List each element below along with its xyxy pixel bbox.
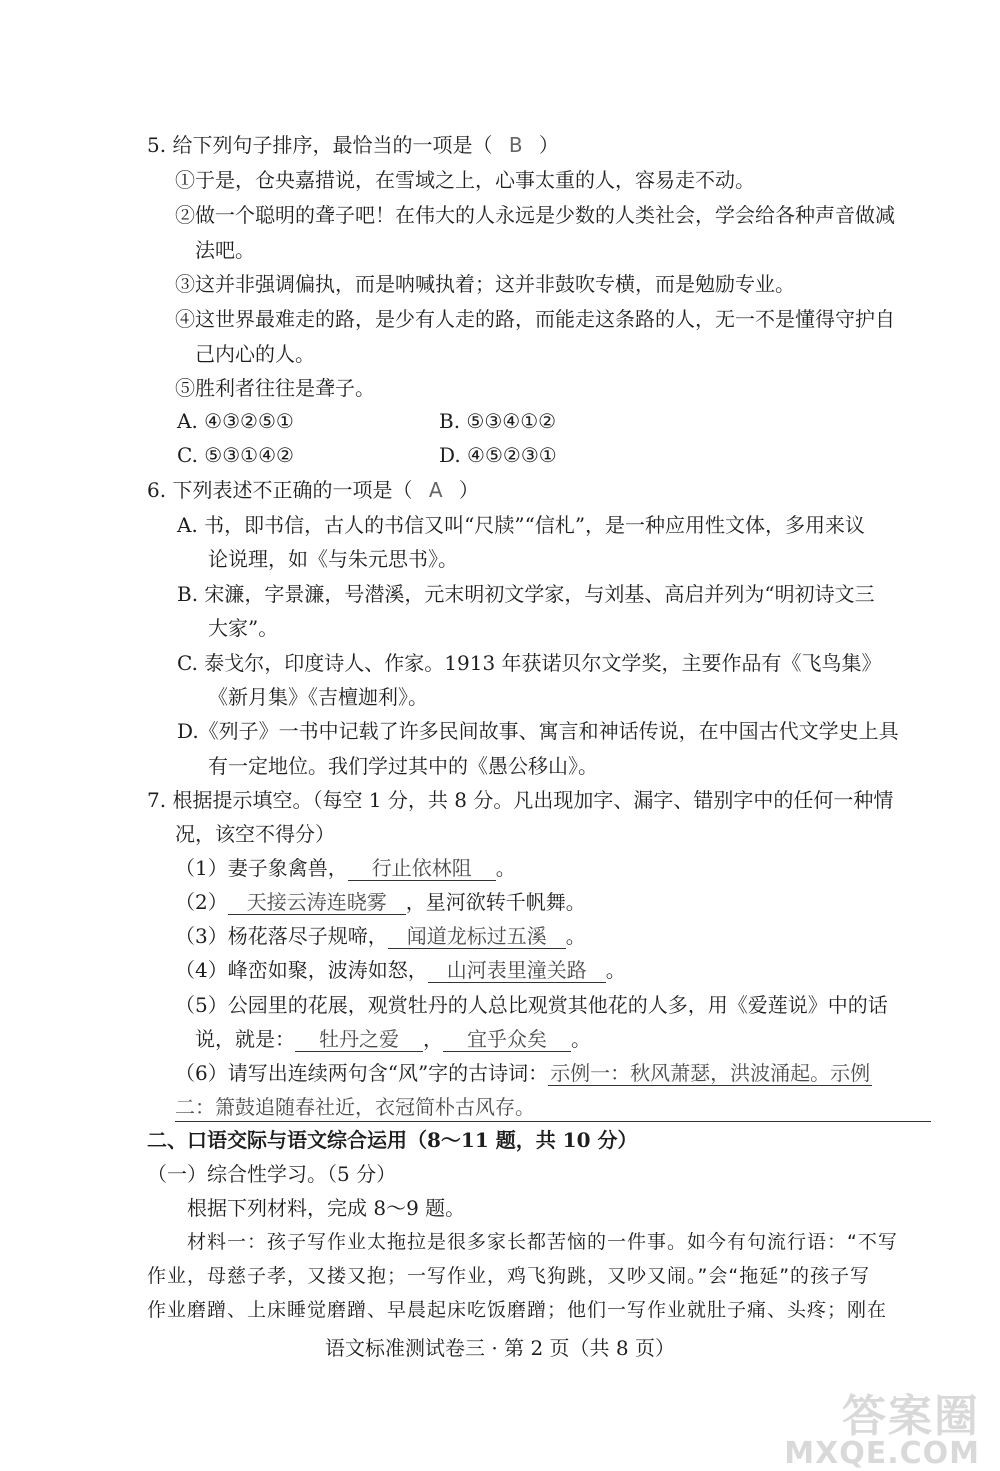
q5-stem: 5. 给下列句子排序，最恰当的一项是（ B ） [147, 133, 559, 157]
q7-item-5: （5）公园里的花展，观赏牡丹的人总比观赏其他花的人多，用《爱莲说》中的话 [175, 993, 888, 1017]
q7-item-4: （4）峰峦如聚，波涛如怒， 山河表里潼关路 。 [175, 958, 626, 982]
section-2-title: 二、口语交际与语文综合运用（8～11 题，共 10 分） [147, 1128, 638, 1152]
material-1-line-1: 材料一：孩子写作业太拖拉是很多家长都苦恼的一件事。如今有句流行语：“不写 [187, 1231, 898, 1253]
q6-option-a: A. 书，即书信，古人的书信又叫“尺牍”“信札”，是一种应用性文体，多用来议 [177, 513, 866, 537]
q5-sentence-2: ②做一个聪明的聋子吧！在伟大的人永远是少数的人类社会，学会给各种声音做减 [175, 203, 895, 227]
q5-sentence-4: ④这世界最难走的路，是少有人走的路，而能走这条路的人，无一不是懂得守护自 [175, 307, 895, 331]
q7-item-5-cont: 说，就是： 牡丹之爱 ， 宜乎众矣 。 [195, 1027, 591, 1051]
q7-item-5-answer-1: 牡丹之爱 [295, 1027, 423, 1052]
q6-option-c-cont: 《新月集》《吉檀迦利》。 [208, 685, 428, 709]
q7-item-4-answer: 山河表里潼关路 [428, 958, 606, 983]
q6-option-a-cont: 论说理，如《与朱元思书》。 [208, 547, 458, 571]
q7-item-1-answer: 行止依林阻 [348, 856, 496, 881]
material-1-line-3: 作业磨蹭、上床睡觉磨蹭、早晨起床吃饭磨蹭；他们一写作业就肚子痛、头疼；刚在 [147, 1299, 888, 1321]
q5-option-c: C. ⑤③①④② [177, 443, 294, 467]
q7-item-6: （6）请写出连续两句含“风”字的古诗词： 示例一：秋风萧瑟，洪波涌起。示例 [175, 1061, 871, 1085]
page-footer: 语文标准测试卷三 · 第 2 页（共 8 页） [325, 1336, 675, 1360]
q6-stem: 6. 下列表述不正确的一项是（ A ） [147, 478, 479, 502]
q6-option-d-cont: 有一定地位。我们学过其中的《愚公移山》。 [208, 754, 598, 778]
q5-option-d: D. ④⑤②③① [439, 443, 557, 467]
q5-sentence-3: ③这并非强调偏执，而是呐喊执着；这并非鼓吹专横，而是勉励专业。 [175, 272, 795, 296]
q7-item-6-answer-1: 示例一：秋风萧瑟，洪波涌起。示例 [550, 1061, 871, 1085]
watermark-logo: 答案圈 MXQE.COM [784, 1391, 980, 1471]
q5-option-b: B. ⑤③④①② [439, 409, 557, 433]
q6-answer: A [428, 478, 443, 502]
q5-sentence-1: ①于是，仓央嘉措说，在雪域之上，心事太重的人，容易走不动。 [175, 168, 755, 192]
q7-item-1: （1）妻子象禽兽， 行止依林阻 。 [175, 856, 516, 880]
q7-item-5-answer-2: 宜乎众矣 [443, 1027, 571, 1052]
q5-sentence-5: ⑤胜利者往往是聋子。 [175, 376, 375, 400]
q7-item-3: （3）杨花落尽子规啼， 闻道龙标过五溪 。 [175, 924, 586, 948]
q6-option-c: C. 泰戈尔，印度诗人、作家。1913 年获诺贝尔文学奖，主要作品有《飞鸟集》 [177, 651, 882, 675]
q5-option-a: A. ④③②⑤① [177, 409, 294, 433]
q7-item-2-answer: 天接云涛连晓雾 [228, 890, 406, 915]
q7-stem: 7. 根据提示填空。（每空 1 分，共 8 分。凡出现加字、漏字、错别字中的任何一种情 [147, 788, 894, 812]
section-2-subtitle: （一）综合性学习。（5 分） [147, 1162, 397, 1186]
q6-option-b: B. 宋濂，字景濂，号潜溪，元末明初文学家，与刘基、高启并列为“明初诗文三 [177, 582, 875, 606]
q5-sentence-4-cont: 己内心的人。 [195, 342, 315, 366]
q6-option-b-cont: 大家”。 [208, 616, 279, 640]
q7-stem-cont: 况，该空不得分） [175, 822, 335, 846]
q7-item-2: （2） 天接云涛连晓雾 ，星河欲转千帆舞。 [175, 890, 586, 914]
q7-item-3-answer: 闻道龙标过五溪 [388, 924, 566, 949]
q7-item-6-cont [175, 1093, 931, 1122]
q7-item-6-answer-2: 二：箫鼓追随春社近，衣冠简朴古风存。 [175, 1095, 535, 1119]
q5-sentence-2-cont: 法吧。 [195, 238, 255, 262]
section-2-intro: 根据下列材料，完成 8～9 题。 [187, 1196, 466, 1220]
q6-option-d: D.《列子》一书中记载了许多民间故事、寓言和神话传说，在中国古代文学史上具 [177, 719, 899, 743]
q5-answer: B [508, 133, 523, 157]
material-1-line-2: 作业，母慈子孝，又搂又抱；一写作业，鸡飞狗跳，又吵又闹。”会“拖延”的孩子写 [147, 1265, 871, 1287]
